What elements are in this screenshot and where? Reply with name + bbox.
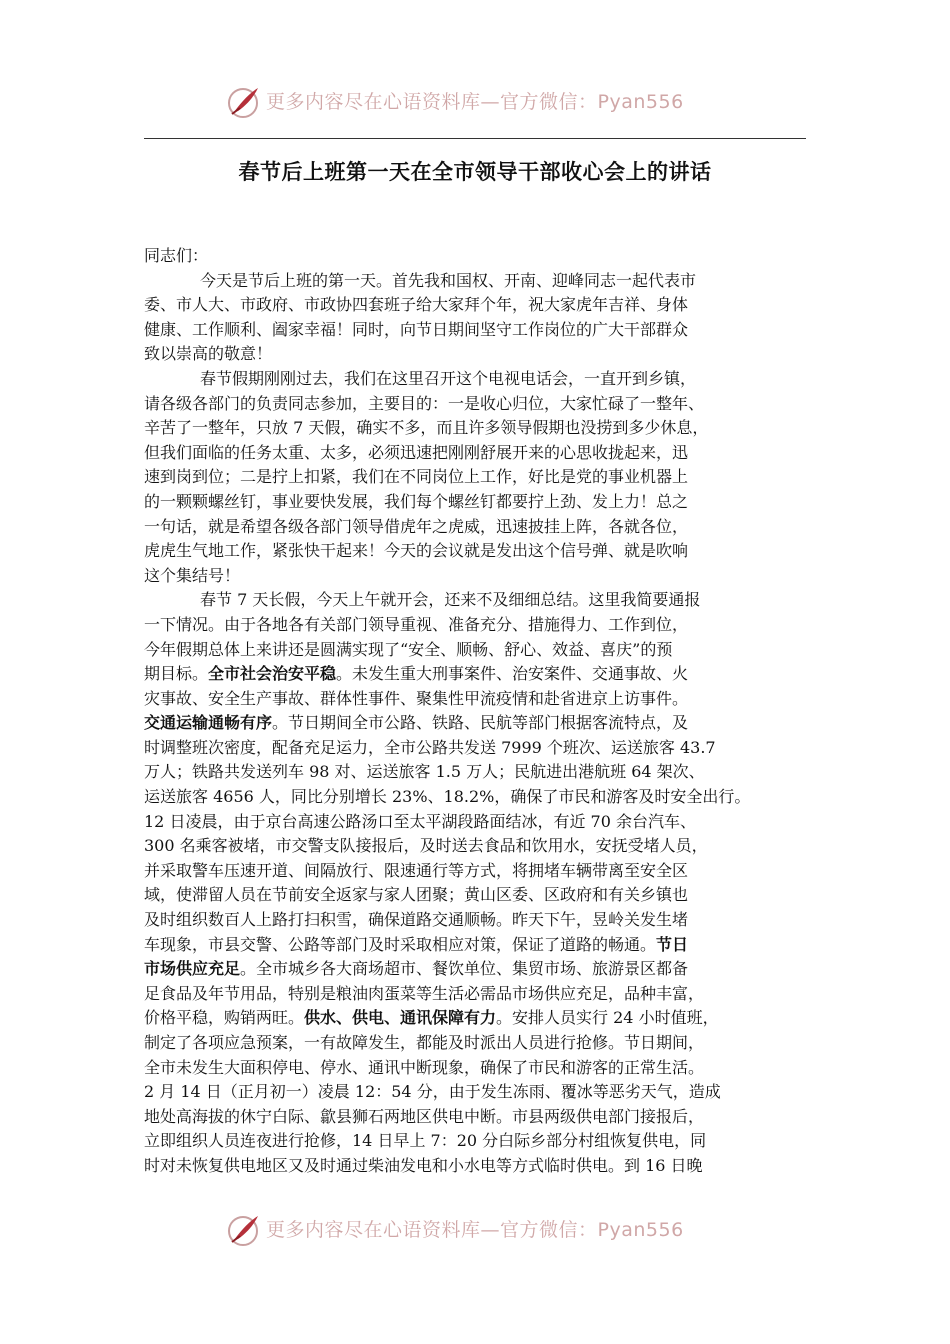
bold-heading-text: 节日	[656, 934, 689, 954]
text-segment: 。未发生重大刑事案件、治安案件、交通事故、火	[336, 664, 689, 684]
bold-heading-text: 市场供应充足	[144, 959, 241, 979]
text-line	[144, 1105, 808, 1130]
text-segment: 健康、工作顺利、阖家幸福！同时，向节日期间坚守工作岗位的广大干部群众	[144, 319, 689, 339]
header-divider	[144, 138, 806, 139]
text-segment: 及时组织数百人上路打扫积雪，确保道路交通顺畅。昨天下午，昱岭关发生堵	[144, 910, 689, 930]
text-line	[144, 515, 808, 540]
text-line	[144, 1129, 808, 1154]
text-line	[144, 957, 808, 982]
text-line	[144, 711, 808, 736]
text-segment: 春节假期刚刚过去，我们在这里召开这个电视电话会，一直开到乡镇，	[200, 368, 697, 388]
text-segment: 灾事故、安全生产事故、群体性事件、聚集性甲流疫情和赴省进京上访事件。	[144, 688, 689, 708]
text-line	[144, 269, 808, 294]
text-segment: 车现象，市县交警、公路等部门及时采取相应对策，保证了道路的畅通。	[144, 934, 657, 954]
text-segment: 速到岗到位；二是拧上扣紧，我们在不同岗位上工作，好比是党的事业机器上	[144, 467, 689, 487]
banner-slogan: 更多内容尽在心语资料库—官方微信：	[266, 91, 598, 113]
banner-slogan: 更多内容尽在心语资料库—官方微信：	[266, 1219, 598, 1241]
text-line	[144, 908, 808, 933]
text-line	[144, 564, 808, 589]
text-segment: 。节日期间全市公路、铁路、民航等部门根据客流特点，及	[272, 713, 689, 733]
text-segment: 时调整班次密度，配备充足运力，全市公路共发送 7999 个班次、运送旅客 43.7	[144, 737, 716, 757]
text-line	[144, 982, 808, 1007]
feather-pen-logo-icon	[226, 1212, 262, 1248]
document-title: 春节后上班第一天在全市领导干部收心会上的讲话	[238, 160, 712, 184]
feather-pen-logo-icon	[226, 84, 262, 120]
footer-banner	[0, 1210, 950, 1254]
document-body	[144, 244, 808, 1179]
text-segment: 域，使滞留人员在节前安全返家与家人团聚；黄山区委、区政府和有关乡镇也	[144, 885, 689, 905]
text-segment: 。全市城乡各大商场超市、餐饮单位、集贸市场、旅游景区都备	[240, 959, 689, 979]
text-segment: 今天是节后上班的第一天。首先我和国权、开南、迎峰同志一起代表市	[200, 270, 697, 290]
text-line	[144, 244, 808, 269]
header-banner	[0, 82, 950, 126]
text-segment: 时对未恢复供电地区又及时通过柴油发电和小水电等方式临时供电。到 16 日晚	[144, 1155, 703, 1175]
text-line	[144, 883, 808, 908]
bold-heading-text: 供水、供电、通讯保障有力	[304, 1008, 497, 1028]
text-segment: 同志们：	[144, 246, 209, 265]
text-segment: 但我们面临的任务太重、太多，必须迅速把刚刚舒展开来的心思收拢起来，迅	[144, 442, 689, 462]
text-line	[144, 293, 808, 318]
text-segment: 一下情况。由于各地各有关部门领导重视、准备充分、措施得力、工作到位，	[144, 614, 689, 634]
text-line	[144, 342, 808, 367]
text-line	[144, 416, 808, 441]
text-line	[144, 1031, 808, 1056]
text-segment: 制定了各项应急预案，一有故障发生，都能及时派出人员进行抢修。节日期间，	[144, 1033, 705, 1052]
text-line	[144, 785, 808, 810]
bold-heading-text: 交通运输通畅有序	[144, 713, 273, 733]
text-segment: 虎虎生气地工作，紧张快干起来！今天的会议就是发出这个信号弹、就是吹响	[144, 541, 689, 561]
text-line	[144, 490, 808, 515]
text-line	[144, 318, 808, 343]
text-line	[144, 810, 808, 835]
text-line	[144, 662, 808, 687]
text-segment: 2 月 14 日（正月初一）凌晨 12：54 分，由于发生冻雨、覆冰等恶劣天气，造成	[144, 1082, 721, 1102]
text-segment: 并采取警车压速开道、间隔放行、限速通行等方式，将拥堵车辆带离至安全区	[144, 860, 689, 880]
header-banner-text	[266, 88, 684, 116]
bold-heading-text: 全市社会治安平稳	[208, 664, 337, 684]
text-line	[144, 588, 808, 613]
text-line	[144, 1056, 808, 1081]
text-segment: 请各级各部门的负责同志参加，主要目的：一是收心归位，大家忙碌了一整年、	[144, 393, 705, 413]
text-line	[144, 1154, 808, 1179]
text-segment: 辛苦了一整年，只放 7 天假，确实不多，而且许多领导假期也没捞到多少休息，	[144, 418, 709, 438]
text-segment: 立即组织人员连夜进行抢修，14 日早上 7：20 分白际乡部分村组恢复供电，同	[144, 1131, 707, 1151]
text-segment: 委、市人大、市政府、市政协四套班子给大家拜个年，祝大家虎年吉祥、身体	[144, 295, 689, 315]
text-segment: 这个集结号！	[144, 565, 241, 585]
text-segment: 致以崇高的敬意！	[144, 344, 273, 364]
text-line	[144, 834, 808, 859]
text-segment: 运送旅客 4656 人，同比分别增长 23%、18.2%，确保了市民和游客及时安全出行。	[144, 787, 751, 807]
text-segment: 价格平稳，购销两旺。	[144, 1008, 305, 1028]
text-segment: 足食品及年节用品，特别是粮油肉蛋菜等生活必需品市场供应充足，品种丰富，	[144, 983, 705, 1003]
text-segment: 今年假期总体上来讲还是圆满实现了“安全、顺畅、舒心、效益、喜庆”的预	[144, 639, 673, 659]
text-segment: 12 日凌晨，由于京台高速公路汤口至太平湖段路面结冰，有近 70 余台汽车、	[144, 811, 696, 831]
text-line	[144, 392, 808, 417]
text-line	[144, 736, 808, 761]
text-line	[144, 933, 808, 958]
text-segment: 全市未发生大面积停电、停水、通讯中断现象，确保了市民和游客的正常生活。	[144, 1057, 705, 1077]
text-segment: 的一颗颗螺丝钉，事业要快发展，我们每个螺丝钉都要拧上劲、发上力！总之	[144, 491, 689, 511]
text-line	[144, 859, 808, 884]
wechat-handle: Pyan556	[597, 91, 684, 113]
text-line	[144, 760, 808, 785]
text-line	[144, 687, 808, 712]
text-line	[144, 1006, 808, 1031]
text-line	[144, 1080, 808, 1105]
text-line	[144, 367, 808, 392]
text-segment: 地处高海拔的休宁白际、歙县狮石两地区供电中断。市县两级供电部门接报后，	[144, 1106, 705, 1126]
footer-banner-text	[266, 1216, 684, 1244]
wechat-handle: Pyan556	[597, 1219, 684, 1241]
text-segment: 春节 7 天长假，今天上午就开会，还来不及细细总结。这里我简要通报	[200, 590, 701, 610]
text-line	[144, 613, 808, 638]
text-line	[144, 465, 808, 490]
text-line	[144, 441, 808, 466]
text-line	[144, 638, 808, 663]
text-line	[144, 539, 808, 564]
text-segment: 一句话，就是希望各级各部门领导借虎年之虎威，迅速披挂上阵，各就各位，	[144, 516, 689, 536]
text-segment: 300 名乘客被堵，市交警支队接报后，及时送去食品和饮用水，安抚受堵人员，	[144, 836, 708, 856]
text-segment: 万人；铁路共发送列车 98 对、运送旅客 1.5 万人；民航进出港航班 64 架次、	[144, 762, 705, 782]
text-segment: 。安排人员实行 24 小时值班，	[496, 1008, 719, 1028]
text-segment: 期目标。	[144, 664, 209, 684]
